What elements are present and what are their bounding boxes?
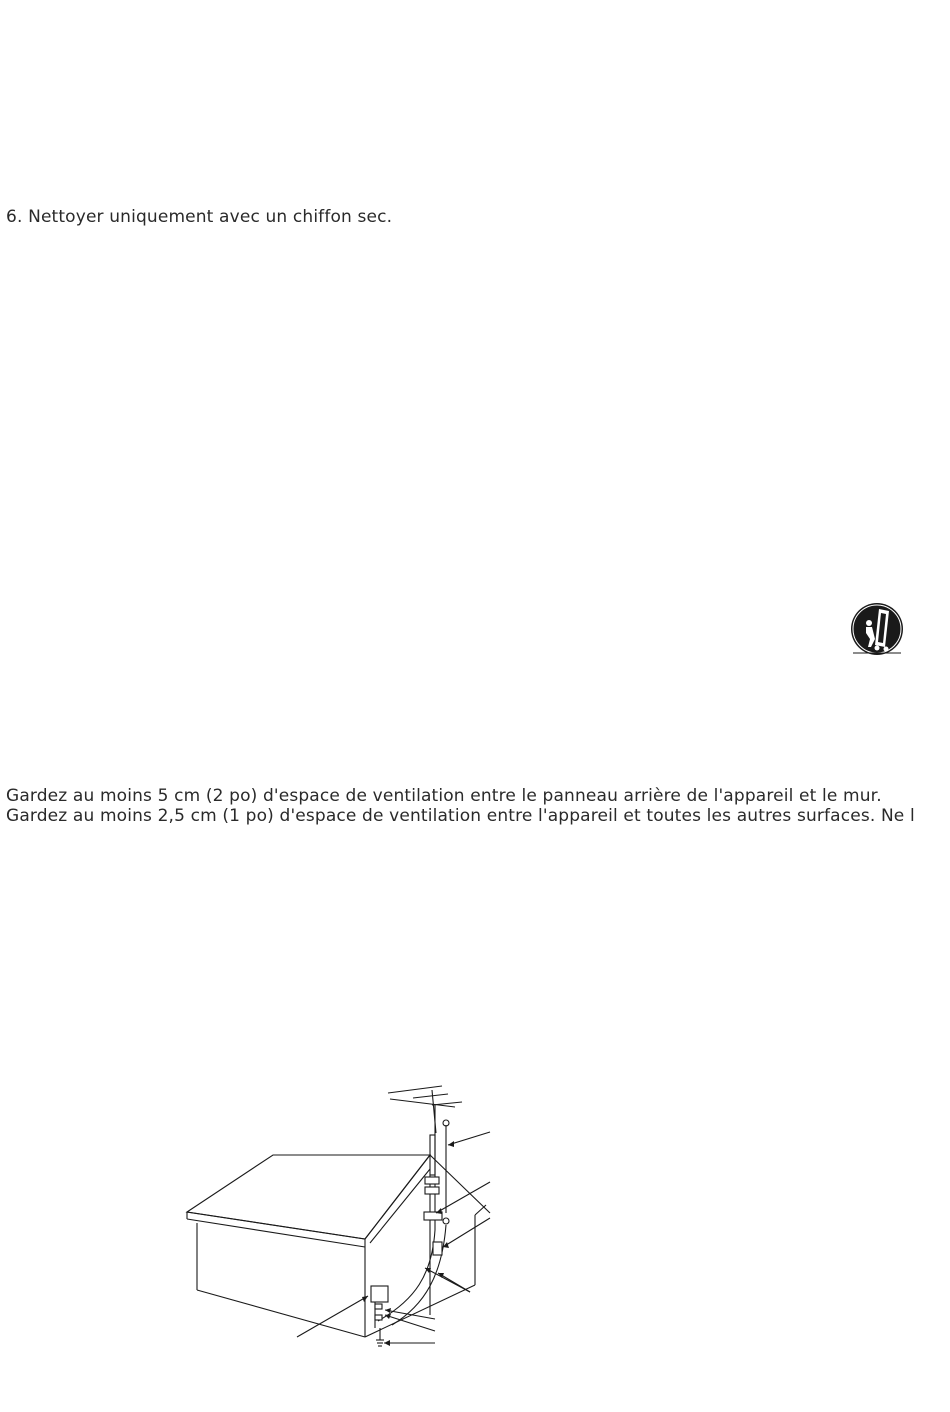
clean-dry-cloth-text: 6. Nettoyer uniquement avec un chiffon sec. xyxy=(6,207,393,227)
cart-warning-icon xyxy=(849,601,905,657)
ventilation-surfaces-text: Gardez au moins 2,5 cm (1 po) d'espace de ventilation entre l'appareil et toutes les autres surfaces. Ne l xyxy=(6,806,915,826)
antenna-grounding-diagram xyxy=(180,1085,500,1355)
ventilation-rear-text: Gardez au moins 5 cm (2 po) d'espace de ventilation entre le panneau arrière de l'appareil et le mur. xyxy=(6,786,882,806)
